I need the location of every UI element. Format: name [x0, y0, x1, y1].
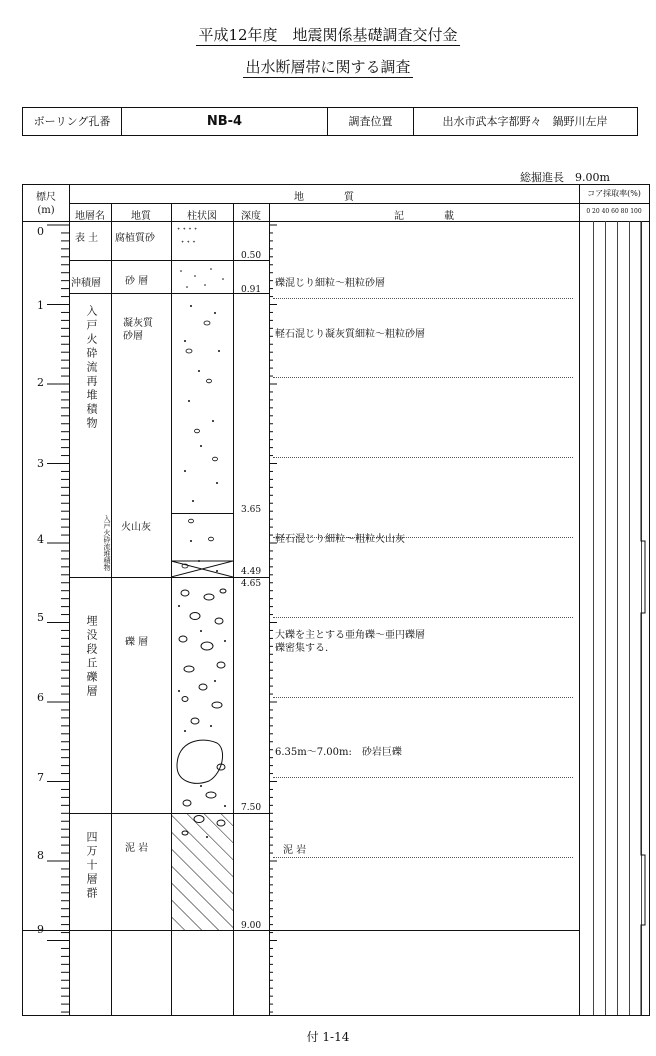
layer-name-shimanto: 四万十層群 [85, 831, 98, 901]
location-value: 出水市武本字都野々 鍋野川左岸 [442, 115, 608, 128]
boring-label: ボーリング孔番 [33, 115, 111, 128]
desc-boulder-note: 6.35m～7.00m: 砂岩巨礫 [275, 747, 402, 758]
desc-mudstone: 泥 岩 [283, 845, 307, 856]
scale-label-2: 2 [37, 376, 44, 389]
lith-tuffaceous-sand: 凝灰質 砂層 [123, 318, 153, 342]
core-ticks: 0 20 40 60 80 100 [586, 208, 642, 215]
core-recovery-bar [579, 221, 649, 1015]
depth-0-91: 0.91 [241, 285, 262, 295]
scale-label-4: 4 [37, 533, 44, 546]
total-depth: 総掘進長 9.00m [520, 171, 610, 184]
depth-9-00: 9.00 [241, 921, 262, 931]
depth-header: 深度 [241, 211, 261, 222]
geology-header: 地 質 [294, 192, 354, 203]
report-subtitle: 出水断層帯に関する調査 [245, 58, 411, 76]
depth-0-50: 0.50 [241, 251, 262, 261]
description-header: 記 載 [394, 211, 454, 222]
scale-label-6: 6 [37, 691, 44, 704]
depth-scale [23, 221, 69, 1015]
depth-4-49: 4.49 [241, 567, 262, 577]
depth-7-50: 7.50 [241, 803, 262, 813]
info-bar [22, 107, 638, 136]
scale-label-8: 8 [37, 849, 44, 862]
lith-humic-sand: 腐植質砂 [115, 233, 155, 244]
svg-text:ᐩ ᐩ ᐩ ᐩ: ᐩ ᐩ ᐩ ᐩ [177, 226, 198, 235]
scale-label-7: 7 [37, 771, 44, 784]
layer-name-terrace-gravel: 埋没段丘礫層 [85, 615, 98, 699]
location-label: 調査位置 [348, 115, 393, 128]
report-title: 平成12年度 地震関係基礎調査交付金 [198, 26, 458, 44]
lith-gravel: 礫 層 [125, 637, 149, 648]
desc-alluvium: 礫混じり細粒～粗粒砂層 [275, 278, 385, 289]
layer-name-topsoil: 表 土 [75, 233, 99, 244]
core-header: コア採取率(%) [587, 189, 641, 198]
svg-text:ᐩ ᐩ ᐩ: ᐩ ᐩ ᐩ [181, 239, 196, 248]
boring-number: NB-4 [206, 114, 243, 129]
lith-volcanic-ash: 火山灰 [121, 522, 151, 533]
desc-volcanic-ash: 軽石混じり細粒～粗粒火山灰 [275, 534, 405, 545]
columnar-section [171, 221, 233, 931]
lith-mudstone: 泥 岩 [125, 843, 149, 854]
scale-label-0: 0 [37, 225, 44, 238]
scale-header: 標尺 (m) [36, 192, 56, 216]
lithology-header: 地質 [131, 211, 151, 222]
scale-label-1: 1 [37, 299, 44, 312]
layer-name-reworked-ito: 入戸火砕流再堆積物 [85, 305, 98, 431]
boring-log-table [22, 184, 650, 1016]
desc-tuffaceous-sand: 軽石混じり凝灰質細粒～粗粒砂層 [275, 329, 425, 340]
lith-sand: 砂 層 [125, 276, 149, 287]
page-footer: 付 1-14 [306, 1030, 350, 1044]
scale-label-3: 3 [37, 457, 44, 470]
depth-4-65: 4.65 [241, 579, 262, 589]
column-header: 柱状図 [187, 211, 217, 222]
scale-label-9: 9 [37, 923, 44, 936]
scale-label-5: 5 [37, 611, 44, 624]
depth-3-65: 3.65 [241, 505, 262, 515]
layer-name-header: 地層名 [75, 211, 105, 222]
desc-gravel: 大礫を主とする亜角礫～亜円礫層 礫密集する. [275, 630, 425, 654]
layer-name-alluvium: 沖積層 [71, 278, 101, 289]
depth-ticks [269, 221, 277, 1015]
layer-name-ito-pyroclastic: 入戸火砕流堆積物 [103, 515, 111, 571]
